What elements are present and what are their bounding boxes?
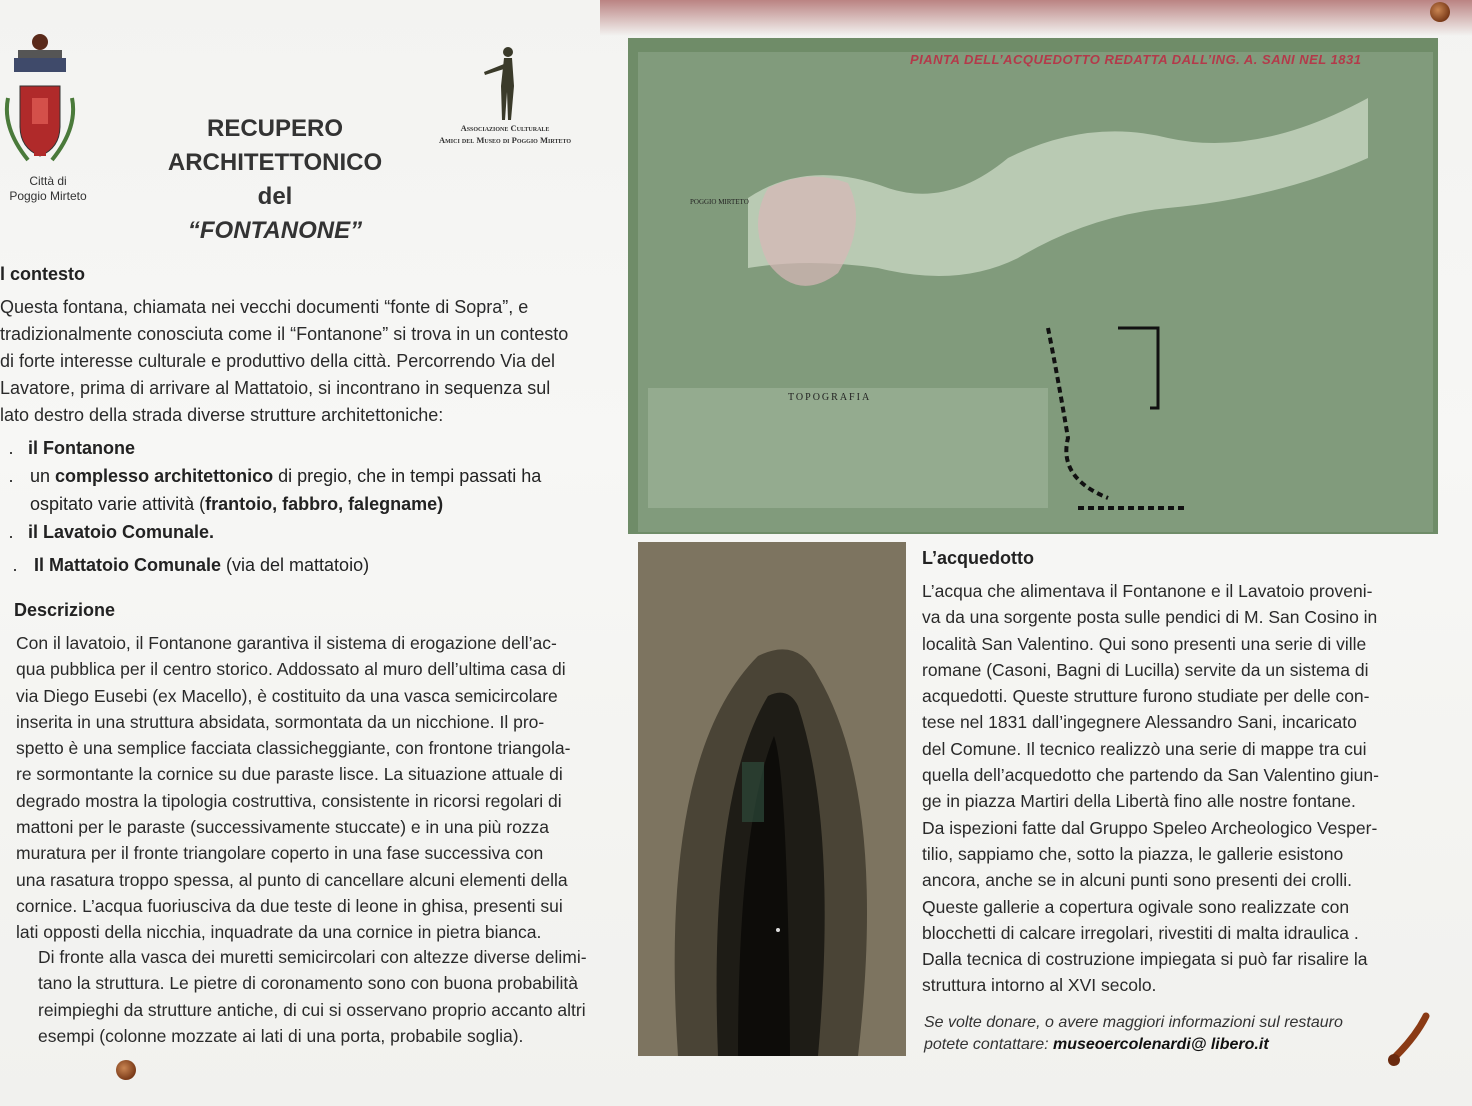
text-line: acquedotti. Queste strutture furono studiate per delle con- — [922, 686, 1370, 707]
text-line: Dalla tecnica di costruzione impiegata si può far risalire la — [922, 949, 1368, 970]
list-item-bold: il Fontanone — [28, 438, 135, 458]
note-line: Se volte donare, o avere maggiori informazioni sul restauro — [924, 1014, 1343, 1031]
text-line: romane (Casoni, Bagni di Lucilla) servite da un sistema di — [922, 659, 1369, 680]
map-drawing — [628, 38, 1438, 534]
text-line: ancora, anche se in alcuni punti sono presenti dei crolli. — [922, 870, 1352, 891]
association-line: Associazione Culturale — [460, 123, 550, 133]
text-line: tese nel 1831 dall’ingegnere Alessandro Sani, incaricato — [922, 712, 1357, 733]
text-line: mattoni per le paraste (successivamente stuccate) e in una più rozza — [16, 817, 550, 838]
note-line: potete contattare: — [924, 1036, 1053, 1053]
text-line: Con il lavatoio, il Fontanone garantiva il sistema di erogazione dell’ac- — [16, 633, 557, 653]
list-item-bold: Il Mattatoio Comunale — [34, 555, 222, 575]
section-heading-descrizione: Descrizione — [14, 600, 116, 620]
text-line: tradizionalmente conosciuta come il “Fontanone” si trova in un contesto — [0, 324, 569, 344]
list-item: . il Lavatoio Comunale. — [8, 522, 215, 542]
text-line: di forte interesse culturale e produttivo della città. Percorrendo Via del — [0, 351, 555, 371]
screw-icon — [1430, 2, 1450, 22]
list-item-bold: frantoio, fabbro, falegname) — [205, 494, 444, 514]
text-line: tano la struttura. Le pietre di coronamento sono con buona probabilità — [38, 973, 578, 994]
text-line: Da ispezioni fatte dal Gruppo Speleo Archeologico Vesper- — [922, 817, 1378, 838]
page-title — [150, 112, 400, 248]
text-line: blocchetti di calcare irregolari, rivestiti di malta idraulica . — [922, 922, 1359, 943]
text-line: via Diego Eusebi (ex Macello), è costituito da una vasca semicircolare — [16, 685, 558, 706]
list-item-text: (via del mattatoio) — [221, 555, 370, 575]
map-title: PIANTA DELL’ACQUEDOTTO REDATTA DALL’ING. A. SANI NEL 1831 — [910, 52, 1362, 67]
list-item-continuation — [30, 494, 443, 515]
screw-icon — [116, 1060, 136, 1080]
title-line: “FONTANONE” — [187, 217, 363, 244]
text-line: re sormontante la cornice su due paraste lisce. La situazione attuale di — [16, 764, 563, 785]
descrizione-paragraph-2 — [38, 944, 626, 1049]
text-line: Di fronte alla vasca dei muretti semicircolari con altezze diverse delimi- — [38, 947, 587, 967]
title-line: ARCHITETTONICO — [167, 149, 383, 176]
list-item: . Il Mattatoio Comunale (via del mattatoio) — [12, 555, 370, 575]
list-item-text: di pregio, che in tempi passati ha — [273, 466, 542, 486]
section-heading-contesto: l contesto — [0, 264, 86, 284]
city-label-line: Città di — [29, 174, 67, 188]
text-line: tilio, sappiamo che, sotto la piazza, le gallerie esistono — [922, 843, 1344, 864]
tunnel-drawing — [638, 542, 906, 1056]
map-topografia-label: TOPOGRAFIA — [788, 392, 872, 403]
title-line: RECUPERO — [206, 115, 344, 142]
list-item-text: ospitato varie attività ( — [30, 494, 206, 514]
list-item-bold: il Lavatoio Comunale. — [28, 522, 215, 542]
acquedotto-paragraph — [922, 578, 1432, 999]
sign-top-edge — [600, 0, 1472, 36]
text-line: inserita in una struttura absidata, sormontata da un nicchione. Il pro- — [16, 711, 545, 732]
section-heading-acquedotto: L’acquedotto — [922, 548, 1034, 568]
coat-of-arms-icon — [0, 28, 90, 178]
title-line: del — [257, 183, 293, 210]
text-line: cornice. L’acqua fuoriusciva da due teste di leone in ghisa, presenti sui — [16, 895, 563, 916]
descrizione-paragraph — [16, 630, 622, 946]
text-line: Questa fontana, chiamata nei vecchi documenti “fonte di Sopra”, e — [0, 297, 529, 317]
aqueduct-map-image — [628, 38, 1438, 534]
text-line: qua pubblica per il centro storico. Addossato al muro dell’ultima casa di — [16, 659, 566, 680]
contact-note — [924, 1012, 1404, 1056]
tunnel-photo — [638, 542, 906, 1056]
text-line: spetto è una semplice facciata classicheggiante, con frontone triangola- — [16, 738, 571, 759]
city-label — [4, 174, 92, 204]
text-line: Queste gallerie a copertura ogivale sono realizzate con — [922, 896, 1350, 917]
contesto-paragraph — [0, 294, 612, 429]
association-line: Amici del Museo di Poggio Mirteto — [438, 135, 572, 145]
list-item-text: un — [30, 466, 56, 486]
text-line: del Comune. Il tecnico realizzò una serie di mappe tra cui — [922, 738, 1367, 759]
list-item: . il Fontanone — [8, 438, 135, 458]
text-line: esempi (colonne mozzate ai lati di una porta, probabile soglia). — [38, 1025, 524, 1046]
city-label-line: Poggio Mirteto — [9, 189, 87, 203]
map-town-label: POGGIO MIRTETO — [690, 198, 749, 206]
text-line: muratura per il fronte triangolare coperto in una fase successiva con — [16, 843, 544, 864]
list-item-bold: complesso architettonico — [55, 466, 274, 486]
text-line: località San Valentino. Qui sono presenti una serie di ville — [922, 633, 1367, 654]
text-line: lati opposti della nicchia, inquadrate da una cornice in pietra bianca. — [16, 922, 542, 943]
rusty-nail-icon — [1380, 1010, 1440, 1070]
text-line: degrado mostra la tipologia costruttiva, consistente in ricorsi regolari di — [16, 790, 562, 811]
text-line: una rasatura troppo spessa, al punto di cancellare alcuni elementi della — [16, 869, 568, 890]
statue-logo-icon — [472, 44, 532, 124]
text-line: ge in piazza Martiri della Libertà fino alle nostre fontane. — [922, 791, 1356, 812]
association-label — [420, 122, 590, 146]
text-line: Lavatore, prima di arrivare al Mattatoio, si incontrano in sequenza sul — [0, 378, 551, 398]
list-item: . un complesso architettonico di pregio, che in tempi passati ha — [8, 466, 542, 486]
contact-email[interactable]: museoercolenardi@ libero.it — [1052, 1036, 1269, 1053]
text-line: lato destro della strada diverse strutture architettoniche: — [0, 405, 444, 425]
text-line: reimpieghi da strutture antiche, di cui si osservano proprio accanto altri — [38, 999, 586, 1020]
text-line: struttura intorno al XVI secolo. — [922, 975, 1157, 996]
text-line: va da una sorgente posta sulle pendici di M. San Cosino in — [922, 607, 1378, 628]
text-line: L’acqua che alimentava il Fontanone e il Lavatoio proveni- — [922, 581, 1373, 601]
text-line: quella dell’acquedotto che partendo da San Valentino giun- — [922, 765, 1379, 786]
